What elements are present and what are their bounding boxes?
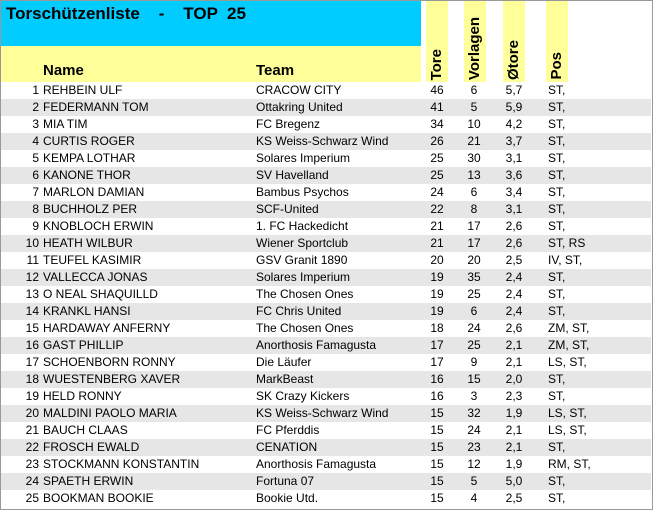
goals-cell: 21 (430, 236, 444, 250)
page-title: Torschützenliste - TOP 25 (6, 4, 246, 23)
player-name-cell: SCHOENBORN RONNY (43, 355, 176, 369)
player-name-cell: FROSCH EWALD (43, 440, 140, 454)
player-name-cell: O NEAL SHAQUILLD (43, 287, 158, 301)
assists-cell: 17 (467, 219, 481, 233)
rank-cell: 2 (32, 100, 39, 114)
team-cell: Solares Imperium (256, 151, 351, 165)
table-row (0, 354, 651, 371)
position-cell: ST, (548, 117, 566, 131)
header-vorlagen: Vorlagen (466, 16, 483, 80)
player-name-cell: HELD RONNY (43, 389, 122, 403)
player-name-cell: HARDAWAY ANFERNY (43, 321, 171, 335)
rank-cell: 5 (32, 151, 39, 165)
assists-cell: 24 (467, 321, 481, 335)
goals-cell: 15 (430, 423, 444, 437)
player-name-cell: TEUFEL KASIMIR (43, 253, 142, 267)
avg-goals-cell: 5,7 (505, 83, 523, 97)
position-cell: ST, (548, 440, 566, 454)
table-row (0, 116, 651, 133)
player-name-cell: KNOBLOCH ERWIN (43, 219, 154, 233)
team-cell: Bambus Psychos (256, 185, 349, 199)
table-row (0, 99, 651, 116)
player-name-cell: STOCKMANN KONSTANTIN (43, 457, 200, 471)
team-cell: Bookie Utd. (256, 491, 319, 505)
goals-cell: 18 (430, 321, 444, 335)
position-cell: LS, ST, (548, 406, 587, 420)
header-pos-cell (546, 0, 568, 82)
avg-goals-cell: 3,4 (505, 185, 523, 199)
header-avg-cell (503, 0, 525, 82)
avg-goals-cell: 2,1 (505, 423, 523, 437)
rank-cell: 24 (25, 474, 39, 488)
assists-cell: 13 (467, 168, 481, 182)
position-cell: LS, ST, (548, 423, 587, 437)
table-row (0, 337, 651, 354)
avg-goals-cell: 3,7 (505, 134, 523, 148)
rank-cell: 18 (25, 372, 39, 386)
table-row (0, 218, 651, 235)
avg-goals-cell: 5,9 (505, 100, 523, 114)
rank-cell: 16 (25, 338, 39, 352)
assists-cell: 24 (467, 423, 481, 437)
position-cell: ST, (548, 202, 566, 216)
player-name-cell: GAST PHILLIP (43, 338, 124, 352)
position-cell: ST, (548, 389, 566, 403)
avg-goals-cell: 2,0 (505, 372, 523, 386)
team-cell: The Chosen Ones (256, 287, 354, 301)
table-row (0, 388, 651, 405)
team-cell: CENATION (256, 440, 318, 454)
team-cell: FC Pferddis (256, 423, 320, 437)
avg-goals-cell: 2,6 (505, 321, 523, 335)
position-cell: ZM, ST, (548, 321, 590, 335)
header-avg: Øtore (505, 39, 522, 80)
avg-goals-cell: 3,1 (505, 202, 523, 216)
avg-goals-cell: 5,0 (505, 474, 523, 488)
assists-cell: 10 (467, 117, 481, 131)
team-cell: FC Chris United (256, 304, 342, 318)
player-name-cell: FEDERMANN TOM (43, 100, 149, 114)
avg-goals-cell: 2,1 (505, 338, 523, 352)
team-cell: Fortuna 07 (256, 474, 315, 488)
goals-cell: 25 (430, 151, 444, 165)
goals-cell: 20 (430, 253, 444, 267)
player-name-cell: MIA TIM (43, 117, 88, 131)
team-cell: Anorthosis Famagusta (256, 338, 377, 352)
rank-cell: 6 (32, 168, 39, 182)
table-row (0, 405, 651, 422)
rank-cell: 8 (32, 202, 39, 216)
table-row (0, 473, 651, 490)
goals-cell: 16 (430, 389, 444, 403)
rank-cell: 20 (25, 406, 39, 420)
table-row (0, 320, 651, 337)
player-name-cell: KANONE THOR (43, 168, 131, 182)
avg-goals-cell: 2,1 (505, 355, 523, 369)
assists-cell: 4 (470, 491, 478, 505)
avg-goals-cell: 3,6 (505, 168, 523, 182)
rank-cell: 1 (32, 83, 39, 97)
rank-cell: 19 (25, 389, 39, 403)
assists-cell: 17 (467, 236, 481, 250)
table-row (0, 201, 651, 218)
goals-cell: 19 (430, 287, 444, 301)
player-name-cell: CURTIS ROGER (43, 134, 135, 148)
rank-cell: 17 (25, 355, 39, 369)
rank-cell: 14 (25, 304, 39, 318)
goals-cell: 15 (430, 491, 444, 505)
team-cell: Anorthosis Famagusta (256, 457, 377, 471)
rank-cell: 9 (32, 219, 39, 233)
goals-cell: 17 (430, 338, 444, 352)
table-row (0, 82, 651, 99)
team-cell: SV Havelland (256, 168, 329, 182)
goals-cell: 41 (430, 100, 444, 114)
table-row (0, 439, 651, 456)
assists-cell: 21 (467, 134, 481, 148)
position-cell: ST, (548, 474, 566, 488)
assists-cell: 32 (467, 406, 481, 420)
assists-cell: 35 (467, 270, 481, 284)
header-tore: Tore (428, 48, 445, 80)
goals-cell: 19 (430, 270, 444, 284)
player-name-cell: VALLECCA JONAS (43, 270, 148, 284)
assists-cell: 25 (467, 287, 481, 301)
assists-cell: 6 (470, 83, 478, 97)
team-cell: Die Läufer (256, 355, 312, 369)
position-cell: ST, RS (548, 236, 586, 250)
avg-goals-cell: 2,1 (505, 440, 523, 454)
table-row (0, 371, 651, 388)
rank-cell: 21 (25, 423, 39, 437)
team-cell: The Chosen Ones (256, 321, 354, 335)
table-row (0, 422, 651, 439)
position-cell: ST, (548, 304, 566, 318)
avg-goals-cell: 2,3 (505, 389, 523, 403)
assists-cell: 30 (467, 151, 481, 165)
goals-cell: 46 (430, 83, 444, 97)
table-row (0, 184, 651, 201)
team-cell: Solares Imperium (256, 270, 351, 284)
avg-goals-cell: 2,6 (505, 236, 523, 250)
team-cell: Wiener Sportclub (256, 236, 349, 250)
team-cell: 1. FC Hackedicht (256, 219, 349, 233)
rank-cell: 4 (32, 134, 39, 148)
avg-goals-cell: 1,9 (505, 457, 523, 471)
avg-goals-cell: 1,9 (505, 406, 523, 420)
position-cell: ST, (548, 287, 566, 301)
assists-cell: 5 (470, 474, 478, 488)
table-row (0, 150, 651, 167)
player-name-cell: BUCHHOLZ PER (43, 202, 138, 216)
table-row (0, 167, 651, 184)
table-row (0, 235, 651, 252)
assists-cell: 3 (470, 389, 478, 403)
position-cell: ST, (548, 168, 566, 182)
header-team: Team (256, 62, 295, 79)
player-name-cell: KEMPA LOTHAR (43, 151, 136, 165)
team-cell: MarkBeast (256, 372, 314, 386)
rank-cell: 12 (25, 270, 39, 284)
goals-cell: 22 (430, 202, 444, 216)
table-row (0, 286, 651, 303)
rank-cell: 7 (32, 185, 39, 199)
table-row (0, 456, 651, 473)
assists-cell: 6 (470, 185, 478, 199)
position-cell: ST, (548, 219, 566, 233)
rank-cell: 13 (25, 287, 39, 301)
goals-cell: 19 (430, 304, 444, 318)
position-cell: ST, (548, 491, 566, 505)
avg-goals-cell: 2,5 (505, 253, 523, 267)
assists-cell: 15 (467, 372, 481, 386)
player-name-cell: KRANKL HANSI (43, 304, 131, 318)
assists-cell: 8 (470, 202, 478, 216)
avg-goals-cell: 4,2 (505, 117, 523, 131)
rank-cell: 11 (26, 253, 39, 267)
goals-cell: 26 (430, 134, 444, 148)
player-name-cell: SPAETH ERWIN (43, 474, 134, 488)
avg-goals-cell: 2,6 (505, 219, 523, 233)
rank-cell: 15 (25, 321, 39, 335)
position-cell: ST, (548, 151, 566, 165)
position-cell: ST, (548, 100, 566, 114)
position-cell: ST, (548, 372, 566, 386)
goals-cell: 15 (430, 406, 444, 420)
player-name-cell: MARLON DAMIAN (43, 185, 145, 199)
rank-cell: 3 (32, 117, 39, 131)
rank-cell: 22 (25, 440, 39, 454)
position-cell: ST, (548, 83, 566, 97)
avg-goals-cell: 2,4 (505, 287, 523, 301)
goals-cell: 34 (430, 117, 444, 131)
table-row (0, 252, 651, 269)
position-cell: ST, (548, 134, 566, 148)
team-cell: GSV Granit 1890 (256, 253, 348, 267)
team-cell: FC Bregenz (256, 117, 321, 131)
position-cell: ZM, ST, (548, 338, 590, 352)
player-name-cell: REHBEIN ULF (43, 83, 123, 97)
goals-cell: 24 (430, 185, 444, 199)
player-name-cell: MALDINI PAOLO MARIA (43, 406, 177, 420)
avg-goals-cell: 2,5 (505, 491, 523, 505)
team-cell: CRACOW CITY (256, 83, 342, 97)
header-vorlagen-cell (464, 0, 486, 82)
team-cell: SK Crazy Kickers (256, 389, 350, 403)
player-name-cell: BAUCH CLAAS (43, 423, 128, 437)
avg-goals-cell: 2,4 (505, 304, 523, 318)
assists-cell: 9 (470, 355, 478, 369)
rank-cell: 23 (25, 457, 39, 471)
assists-cell: 25 (467, 338, 481, 352)
table-row (0, 133, 651, 150)
player-name-cell: WUESTENBERG XAVER (43, 372, 181, 386)
table-row (0, 269, 651, 286)
avg-goals-cell: 2,4 (505, 270, 523, 284)
assists-cell: 23 (467, 440, 481, 454)
header-tore-cell (426, 0, 448, 82)
avg-goals-cell: 3,1 (505, 151, 523, 165)
goals-cell: 15 (430, 457, 444, 471)
player-name-cell: HEATH WILBUR (43, 236, 133, 250)
team-cell: Ottakring United (256, 100, 343, 114)
team-cell: KS Weiss-Schwarz Wind (256, 406, 389, 420)
rank-cell: 10 (25, 236, 39, 250)
team-cell: KS Weiss-Schwarz Wind (256, 134, 389, 148)
assists-cell: 20 (467, 253, 481, 267)
assists-cell: 6 (470, 304, 478, 318)
position-cell: LS, ST, (548, 355, 587, 369)
position-cell: IV, ST, (548, 253, 583, 267)
player-name-cell: BOOKMAN BOOKIE (43, 491, 154, 505)
header-pos: Pos (548, 52, 565, 80)
goals-cell: 25 (430, 168, 444, 182)
goals-cell: 15 (430, 440, 444, 454)
header-name: Name (43, 62, 84, 79)
assists-cell: 5 (470, 100, 478, 114)
goals-cell: 21 (430, 219, 444, 233)
position-cell: RM, ST, (548, 457, 591, 471)
table-row (0, 303, 651, 320)
goals-cell: 15 (430, 474, 444, 488)
team-cell: SCF-United (256, 202, 319, 216)
position-cell: ST, (548, 270, 566, 284)
assists-cell: 12 (467, 457, 481, 471)
goals-cell: 17 (430, 355, 444, 369)
position-cell: ST, (548, 185, 566, 199)
title-bar (0, 0, 421, 46)
rank-cell: 25 (25, 491, 39, 505)
goals-cell: 16 (430, 372, 444, 386)
table-row (0, 490, 651, 507)
